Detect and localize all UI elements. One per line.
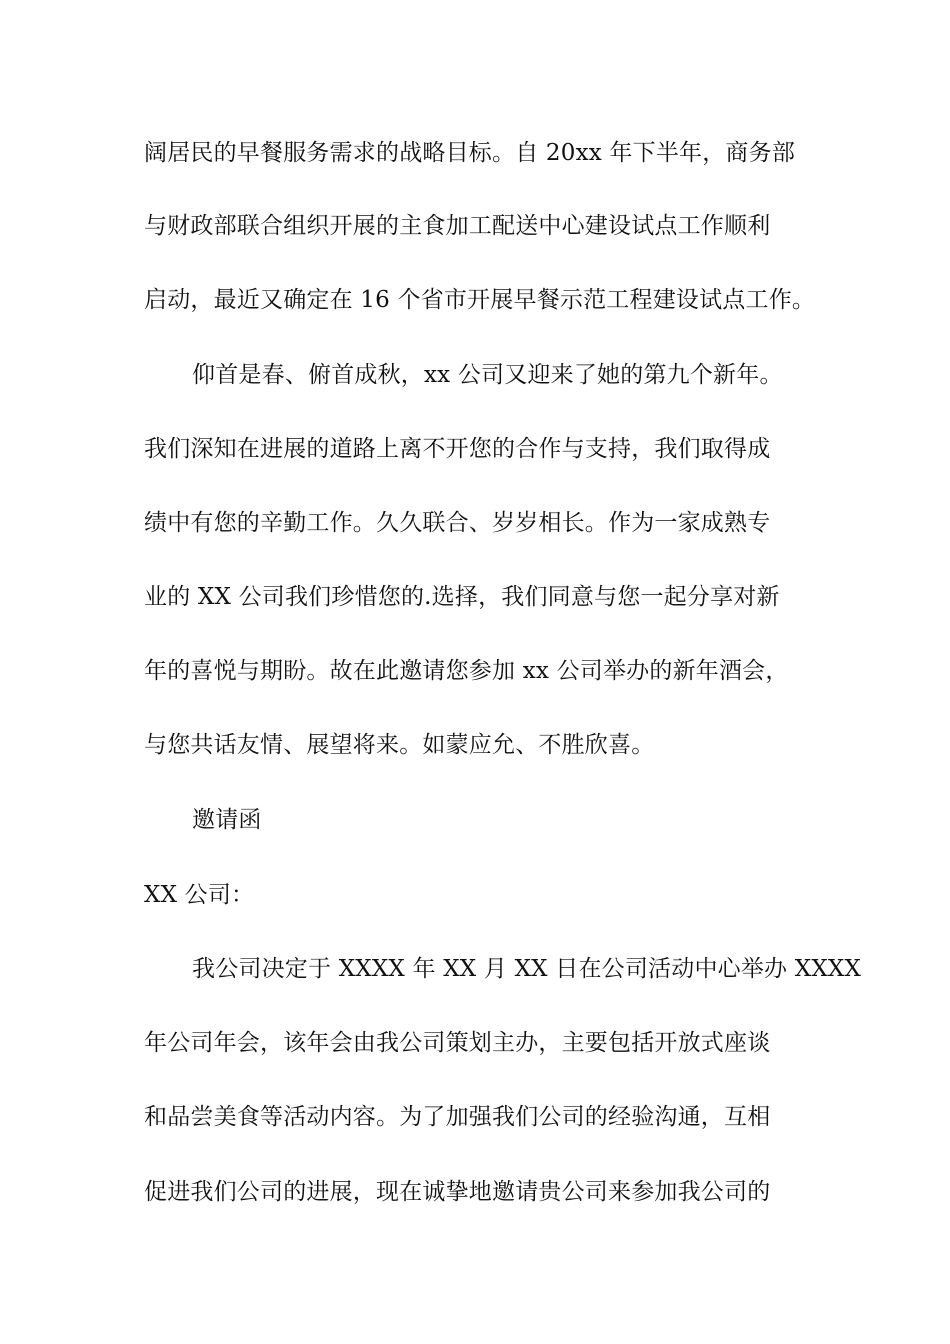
paragraph-line-7: 业的 XX 公司我们珍惜您的.选择，我们同意与您一起分享对新 xyxy=(144,584,780,610)
salutation: XX 公司： xyxy=(144,882,255,908)
paragraph-line-6: 绩中有您的辛勤工作。久久联合、岁岁相长。作为一家成熟专 xyxy=(144,510,771,536)
paragraph-line-15: 促进我们公司的进展，现在诚挚地邀请贵公司来参加我公司的 xyxy=(144,1179,771,1205)
invitation-heading: 邀请函 xyxy=(192,807,262,833)
paragraph-line-8: 年的喜悦与期盼。故在此邀请您参加 xx 公司举办的新年酒会， xyxy=(144,658,789,684)
paragraph-line-5: 我们深知在进展的道路上离不开您的合作与支持，我们取得成 xyxy=(144,436,771,462)
paragraph-line-3: 启动，最近又确定在 16 个省市开展早餐示范工程建设试点工作。 xyxy=(144,287,816,313)
paragraph-line-14: 和品尝美食等活动内容。为了加强我们公司的经验沟通，互相 xyxy=(144,1104,771,1130)
paragraph-line-13: 年公司年会，该年会由我公司策划主办，主要包括开放式座谈 xyxy=(144,1030,771,1056)
paragraph-line-2: 与财政部联合组织开展的主食加工配送中心建设试点工作顺利 xyxy=(144,213,771,239)
paragraph-line-9: 与您共话友情、展望将来。如蒙应允、不胜欣喜。 xyxy=(144,732,655,758)
paragraph-line-12: 我公司决定于 XXXX 年 XX 月 XX 日在公司活动中心举办 XXXX xyxy=(192,956,862,982)
paragraph-line-1: 阔居民的早餐服务需求的战略目标。自 20xx 年下半年，商务部 xyxy=(144,140,796,166)
paragraph-line-4: 仰首是春、俯首成秋，xx 公司又迎来了她的第九个新年。 xyxy=(192,362,783,388)
